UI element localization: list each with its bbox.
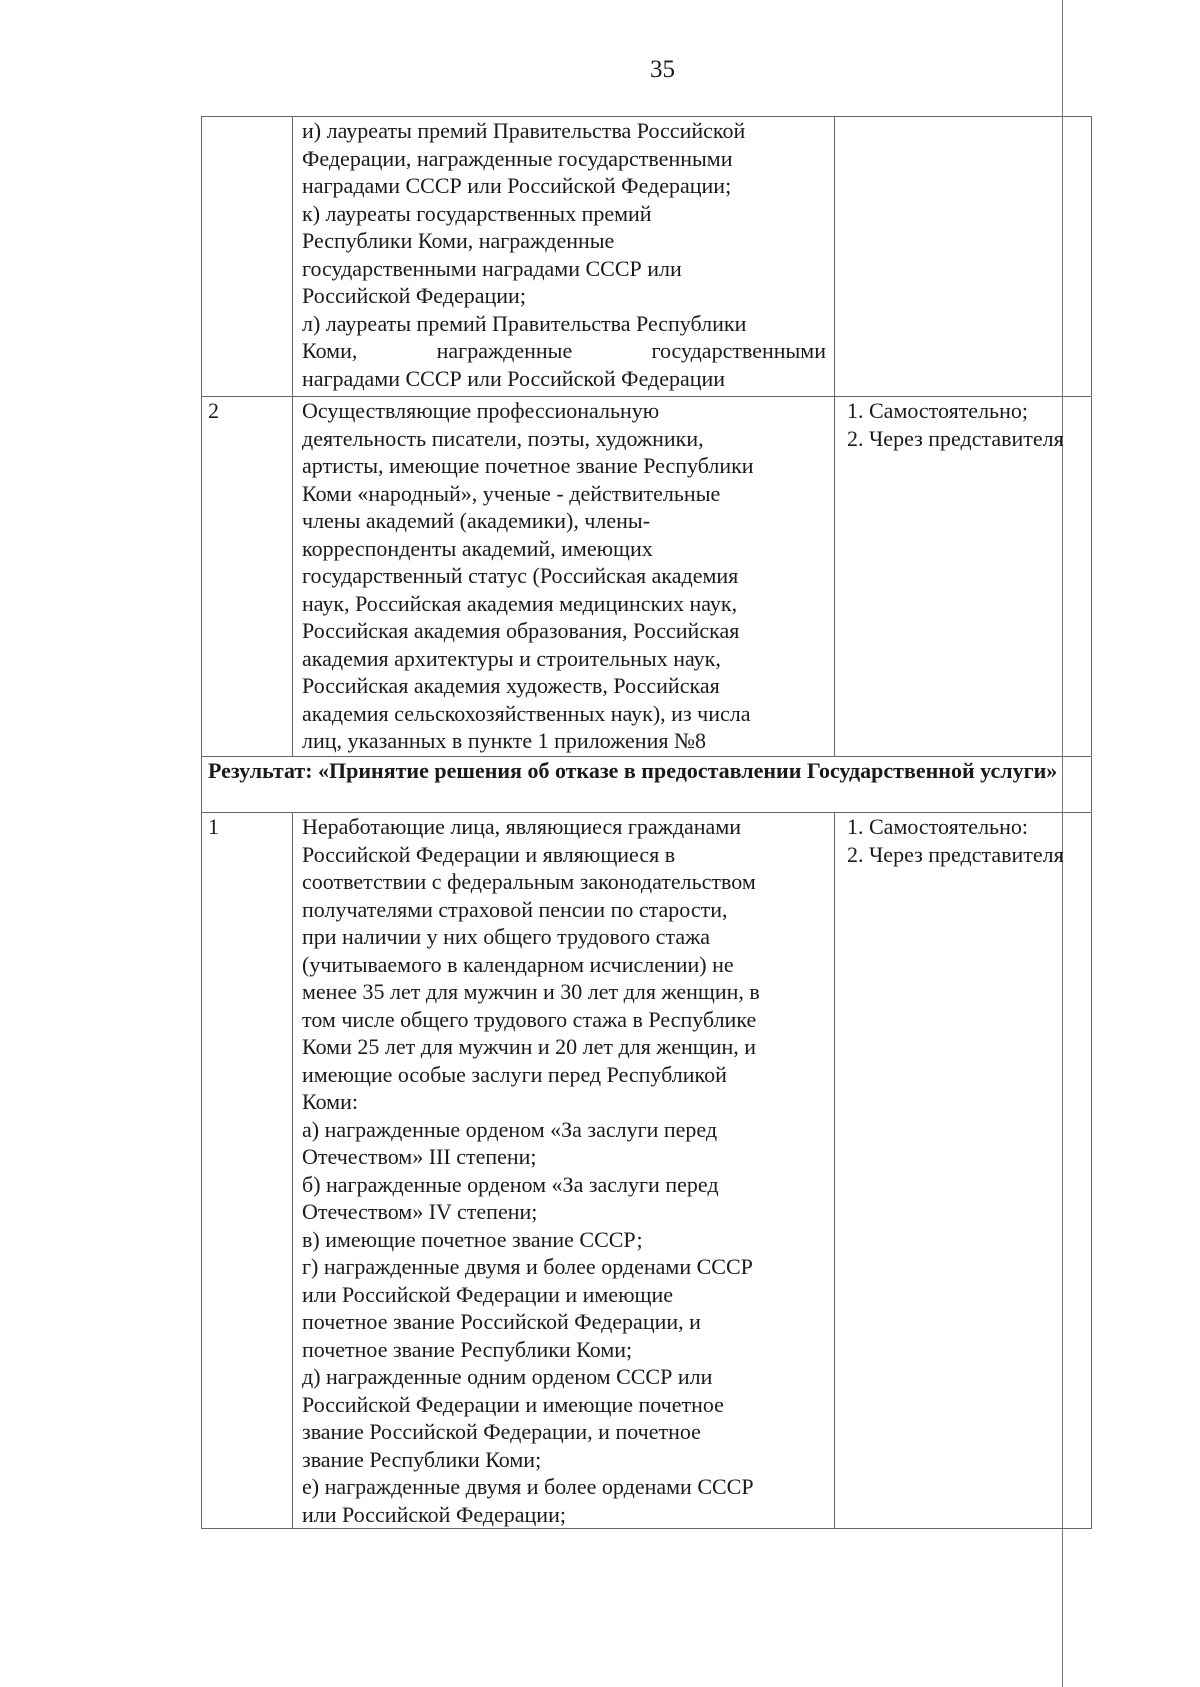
text-line: менее 35 лет для мужчин и 30 лет для женщин, в: [302, 979, 760, 1004]
text-line: государственный статус (Российская академия: [302, 563, 739, 588]
eligibility-table: [201, 116, 1092, 1529]
text-line: г) награжденные двумя и более орденами СССР: [302, 1254, 753, 1279]
text-line: академия архитектуры и строительных наук,: [302, 645, 721, 671]
text-line: Осуществляющие профессиональную: [302, 398, 660, 423]
table-row: [202, 117, 1092, 397]
text-line: к) лауреаты государственных премий: [302, 200, 652, 226]
text-line: Отечеством» III степени;: [302, 1144, 537, 1169]
text-line: Российской Федерации и являющиеся в: [302, 841, 676, 867]
text-line: почетное звание Республики Коми;: [302, 1336, 633, 1362]
row-number: [202, 117, 293, 397]
table-row: [202, 397, 1092, 757]
method-item: 1. Самостоятельно:: [847, 814, 1028, 839]
text-line: Республики Коми, награжденные: [302, 228, 615, 253]
text-line: том числе общего трудового стажа в Республике: [302, 1006, 757, 1032]
page-number: 35: [650, 56, 675, 83]
text-line: Российской Федерации;: [302, 283, 526, 308]
text-line: или Российской Федерации;: [302, 1501, 566, 1527]
table-row: [202, 813, 1092, 1529]
row-number: 2: [202, 397, 293, 757]
text-line: Федерации, награжденные государственными: [302, 145, 733, 171]
text-line: почетное звание Российской Федерации, и: [302, 1309, 701, 1334]
text-line: артисты, имеющие почетное звание Республики: [302, 453, 754, 478]
row-number: 1: [202, 813, 293, 1529]
text-line: Коми:: [302, 1089, 358, 1114]
text-line: звание Республики Коми;: [302, 1446, 542, 1472]
text-line: наградами СССР или Российской Федерации;: [302, 173, 732, 198]
text-line: б) награжденные орденом «За заслуги перед: [302, 1171, 719, 1197]
text-line: Российская академия образования, Российская: [302, 618, 740, 643]
text-line: при наличии у них общего трудового стажа: [302, 924, 711, 949]
text-line: Российской Федерации и имеющие почетное: [302, 1391, 724, 1417]
text-line: л) лауреаты премий Правительства Республики: [302, 310, 747, 336]
text-line: наук, Российская академия медицинских наук,: [302, 590, 738, 616]
category-description: [293, 117, 835, 397]
text-line: академия сельскохозяйственных наук), из числа: [302, 700, 751, 726]
text-line: Коми «народный», ученые - действительные: [302, 480, 721, 506]
text-line: Российская академия художеств, Российская: [302, 673, 720, 698]
text-line: в) имеющие почетное звание СССР;: [302, 1226, 643, 1252]
text-line: Коми 25 лет для мужчин и 20 лет для женщин, и: [302, 1034, 757, 1059]
text-line: звание Российской Федерации, и почетное: [302, 1419, 701, 1444]
text-line: е) награжденные двумя и более орденами СССР: [302, 1474, 754, 1499]
text-line: Коми, награжденные государственными: [302, 338, 826, 363]
text-line: имеющие особые заслуги перед Республикой: [302, 1061, 727, 1087]
text-line: (учитываемого в календарном исчислении) не: [302, 951, 734, 977]
application-method: [835, 813, 1092, 1529]
text-line: и) лауреаты премий Правительства Российской: [302, 118, 746, 143]
category-description: [293, 813, 835, 1529]
category-description: [293, 397, 835, 757]
text-line: д) награжденные одним орденом СССР или: [302, 1364, 713, 1389]
text-line: члены академий (академики), члены-: [302, 508, 651, 533]
result-heading: Результат: «Принятие решения об отказе в предоставлении Государственной услуги»: [202, 757, 1092, 813]
text-line: наградами СССР или Российской Федерации: [302, 365, 726, 391]
method-item: 2. Через представителя: [847, 425, 1064, 451]
application-method: [835, 397, 1092, 757]
text-line: а) награжденные орденом «За заслуги перед: [302, 1116, 718, 1142]
text-line: государственными наградами СССР или: [302, 255, 682, 281]
text-line: Отечеством» IV степени;: [302, 1199, 538, 1224]
text-line: соответствии с федеральным законодательством: [302, 869, 756, 894]
application-method: [835, 117, 1092, 397]
result-heading-row: [202, 757, 1092, 813]
method-item: 1. Самостоятельно;: [847, 398, 1028, 423]
method-item: 2. Через представителя: [847, 841, 1064, 867]
text-line: лиц, указанных в пункте 1 приложения №8: [302, 728, 706, 753]
text-line: корреспонденты академий, имеющих: [302, 535, 653, 561]
text-line: деятельность писатели, поэты, художники,: [302, 425, 704, 451]
text-line: получателями страховой пенсии по старости,: [302, 896, 728, 922]
text-line: или Российской Федерации и имеющие: [302, 1281, 673, 1307]
text-line: Неработающие лица, являющиеся гражданами: [302, 814, 742, 839]
